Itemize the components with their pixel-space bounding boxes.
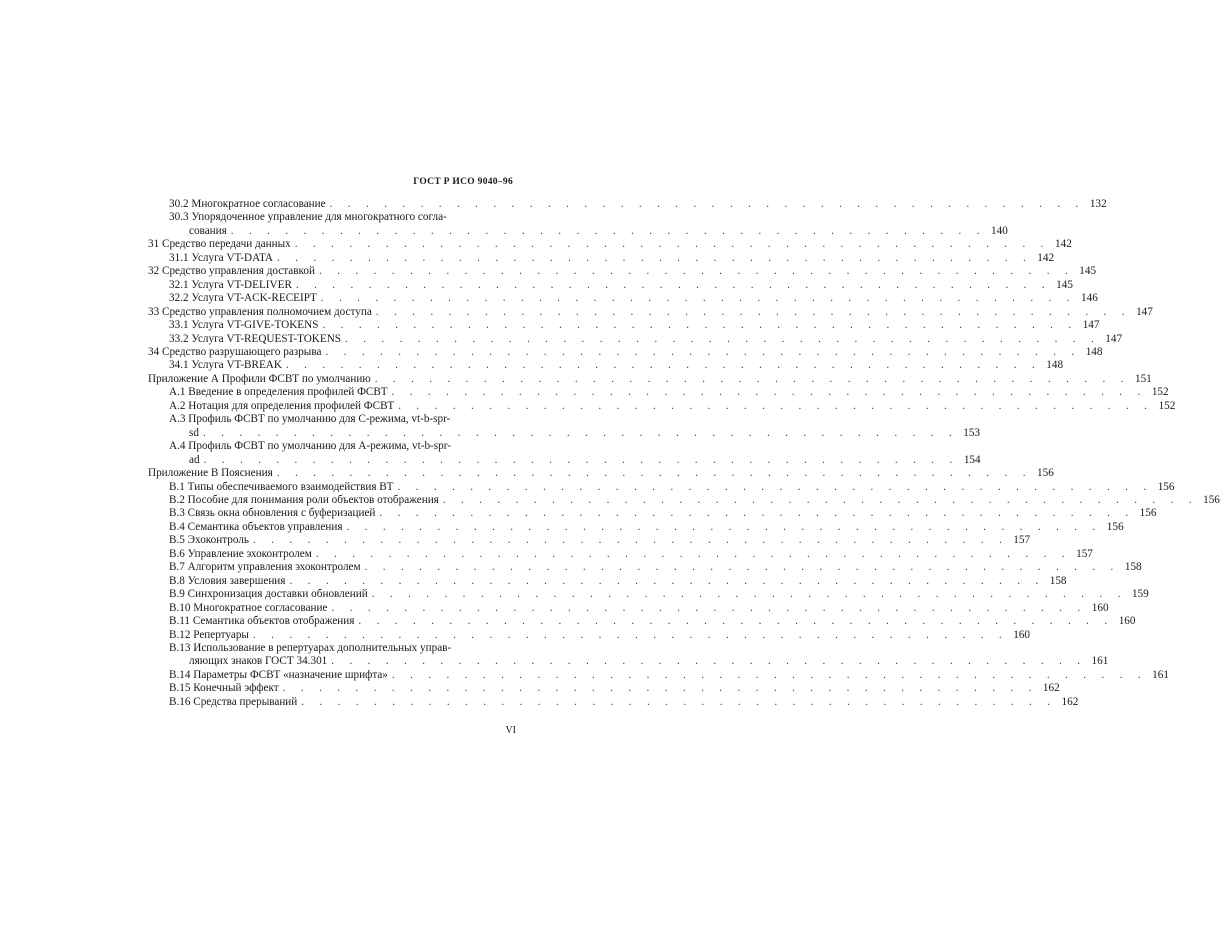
toc-entry-title: В.11 Семантика объектов отображения [169, 615, 355, 628]
toc-entry [148, 601, 1109, 615]
toc-page-number: 162 [1042, 682, 1060, 695]
toc-page-number: 146 [1081, 292, 1098, 305]
toc-page-number: 162 [1061, 695, 1079, 708]
dot-leader [273, 252, 1032, 265]
toc-entry [148, 574, 1067, 588]
toc-entry-title: А.2 Нотация для определения профилей ФСВТ [169, 399, 395, 412]
toc-entry-title: 33.1 Услуга VT-GIVE-TOKENS [169, 319, 319, 332]
toc-entry [148, 238, 1072, 251]
toc-entry-title: В.5 Эхоконтроль [169, 534, 249, 547]
toc-entry [148, 372, 1152, 386]
toc-page-number: 147 [1082, 319, 1100, 332]
toc-entry [148, 399, 1176, 413]
dot-leader [388, 669, 1147, 682]
toc-page-number: 142 [1055, 238, 1072, 251]
toc-entry-title: В.8 Условия завершения [169, 574, 286, 587]
toc-page-number: 158 [1124, 561, 1142, 574]
toc-entry [148, 695, 1079, 709]
toc-entry-title: 33.2 Услуга VT-REQUEST-TOKENS [169, 332, 342, 345]
toc-page-number: 156 [1203, 493, 1220, 506]
toc-entry-title: ad [189, 453, 200, 466]
dot-leader [249, 629, 1008, 642]
dot-leader [321, 346, 1080, 359]
toc-entry [148, 278, 1073, 292]
toc-entry-title: В.16 Средства прерываний [169, 695, 298, 708]
toc-page-number: 154 [963, 453, 981, 466]
dot-leader [361, 561, 1120, 574]
dot-leader [318, 319, 1077, 332]
toc-page-number: 145 [1056, 278, 1073, 291]
toc-entry [148, 493, 1220, 507]
toc-entry-title: sd [189, 426, 199, 439]
toc-entry-title: 30.2 Многократное согласование [169, 198, 326, 210]
dot-leader [341, 333, 1100, 346]
dot-leader [200, 454, 959, 467]
dot-leader [227, 225, 986, 238]
dot-leader [312, 548, 1071, 561]
toc-page-number: 148 [1046, 359, 1064, 372]
toc-entry [148, 251, 1055, 265]
dot-leader [327, 602, 1086, 615]
toc-entry [148, 480, 1175, 494]
toc-entry-title: А.4 Профиль ФСВТ по умолчанию для А-режима, vt-b-spr- [169, 440, 451, 453]
dot-leader [199, 427, 958, 440]
toc-entry-title: Приложение А Профили ФСВТ по умолчанию [148, 372, 371, 385]
toc-page-number: 160 [1118, 615, 1136, 628]
toc-page-number: 161 [1152, 668, 1169, 681]
toc-entry [148, 641, 1109, 669]
toc-entry [148, 520, 1124, 534]
toc-entry [148, 534, 1031, 547]
toc-entry [148, 413, 980, 440]
table-of-contents [148, 198, 1220, 709]
toc-page-number: 140 [991, 224, 1008, 237]
toc-page-number: 157 [1013, 534, 1031, 547]
toc-page-number: 159 [1131, 588, 1149, 601]
toc-entry-title: сования [189, 224, 227, 237]
toc-entry [148, 292, 1098, 305]
toc-entry-title: В.9 Синхронизация доставки обновлений [169, 588, 368, 601]
dot-leader [368, 588, 1127, 601]
toc-page-number: 145 [1079, 265, 1097, 278]
toc-entry [148, 345, 1103, 359]
toc-entry-title: В.3 Связь окна обновления с буферизацией [169, 507, 376, 520]
dot-leader [375, 507, 1134, 520]
toc-entry [148, 588, 1149, 601]
toc-page-number: 132 [1089, 198, 1107, 210]
toc-entry-title: А.1 Введение в определения профилей ФСВТ [169, 386, 388, 399]
dot-leader [342, 521, 1101, 534]
toc-page-number: 151 [1134, 372, 1152, 385]
dot-leader [282, 359, 1041, 372]
dot-leader [439, 494, 1198, 507]
toc-entry [148, 265, 1097, 278]
toc-entry-title: В.15 Конечный эффект [169, 682, 279, 695]
toc-page-number: 156 [1106, 520, 1124, 533]
dot-leader [273, 467, 1032, 480]
toc-page-number: 160 [1013, 628, 1030, 641]
dot-leader [372, 306, 1131, 319]
toc-entry [148, 668, 1169, 682]
toc-entry-title: 32.2 Услуга VT-ACK-RECEIPT [169, 292, 317, 305]
dot-leader [327, 655, 1086, 668]
toc-page-number: 156 [1157, 480, 1175, 493]
toc-entry-title: В.4 Семантика объектов управления [169, 520, 343, 533]
dot-leader [393, 481, 1152, 494]
toc-page-number: 147 [1105, 332, 1123, 345]
toc-entry-title: В.7 Алгоритм управления эхоконтролем [169, 561, 361, 574]
toc-entry-title: В.14 Параметры ФСВТ «назначение шрифта» [169, 668, 388, 681]
toc-entry [148, 211, 1008, 238]
dot-leader [326, 198, 1085, 211]
toc-page-number: 142 [1037, 251, 1055, 264]
dot-leader [292, 279, 1051, 292]
toc-page-number: 160 [1091, 601, 1109, 614]
toc-page-number: 147 [1136, 305, 1153, 318]
toc-entry [148, 628, 1030, 642]
toc-entry [148, 467, 1054, 480]
dot-leader [371, 373, 1130, 386]
toc-page-number: 148 [1085, 345, 1103, 358]
toc-entry [148, 332, 1123, 346]
toc-page-number: 156 [1139, 507, 1157, 520]
toc-page-number: 156 [1037, 467, 1054, 480]
toc-entry-title: 32 Средство управления доставкой [148, 265, 315, 278]
toc-entry-title: 32.1 Услуга VT-DELIVER [169, 278, 292, 291]
toc-entry [148, 615, 1136, 628]
toc-entry [148, 305, 1153, 319]
toc-page-number: 158 [1049, 574, 1067, 587]
toc-entry-title: В.2 Пособие для понимания роли объектов отображения [169, 493, 439, 506]
toc-entry-title: ляющих знаков ГОСТ 34.301 [189, 655, 328, 668]
toc-page-number: 153 [963, 426, 980, 439]
toc-entry [148, 547, 1093, 561]
running-header: ГОСТ Р ИСО 9040–96 [413, 177, 513, 187]
toc-entry-title: В.12 Репертуары [169, 628, 249, 641]
toc-entry [148, 507, 1157, 520]
dot-leader [315, 265, 1074, 278]
toc-entry-title: А.3 Профиль ФСВТ по умолчанию для С-режима, vt-b-spr- [169, 413, 451, 426]
toc-entry-title: В.1 Типы обеспечиваемого взаимодействия ВТ [169, 480, 394, 493]
toc-entry-title: В.6 Управление эхоконтролем [169, 547, 312, 560]
toc-entry-title: 31.1 Услуга VT-DATA [169, 251, 273, 264]
dot-leader [297, 696, 1056, 709]
toc-entry-title: 34.1 Услуга VT-BREAK [169, 359, 282, 372]
toc-entry-title: В.10 Многократное согласование [169, 601, 328, 614]
dot-leader [249, 534, 1008, 547]
toc-entry-title: 33 Средство управления полномочием доступа [148, 305, 372, 318]
toc-entry [148, 440, 981, 467]
toc-page-number: 152 [1158, 399, 1176, 412]
dot-leader [291, 238, 1050, 251]
dot-leader [388, 386, 1147, 399]
toc-entry-title: 31 Средство передачи данных [148, 238, 291, 251]
toc-entry-title: В.13 Использование в репертуарах дополнительных управ- [169, 641, 452, 654]
toc-entry [148, 319, 1100, 332]
page-number: VI [505, 725, 516, 736]
toc-entry [148, 682, 1060, 695]
dot-leader [354, 615, 1113, 628]
toc-entry-title: 34 Средство разрушающего разрыва [148, 345, 322, 358]
toc-page-number: 152 [1151, 386, 1169, 399]
toc-entry-title: 30.3 Упорядоченное управление для многократного согла- [169, 211, 447, 224]
dot-leader [317, 292, 1076, 305]
toc-page-number: 157 [1076, 547, 1093, 560]
toc-entry [148, 561, 1142, 574]
toc-entry [148, 359, 1064, 372]
dot-leader [394, 400, 1153, 413]
dot-leader [279, 682, 1038, 695]
toc-page-number: 161 [1091, 655, 1109, 668]
toc-entry-title: Приложение В Пояснения [148, 467, 273, 480]
dot-leader [285, 575, 1044, 588]
toc-entry [148, 198, 1107, 211]
toc-entry [148, 386, 1169, 399]
